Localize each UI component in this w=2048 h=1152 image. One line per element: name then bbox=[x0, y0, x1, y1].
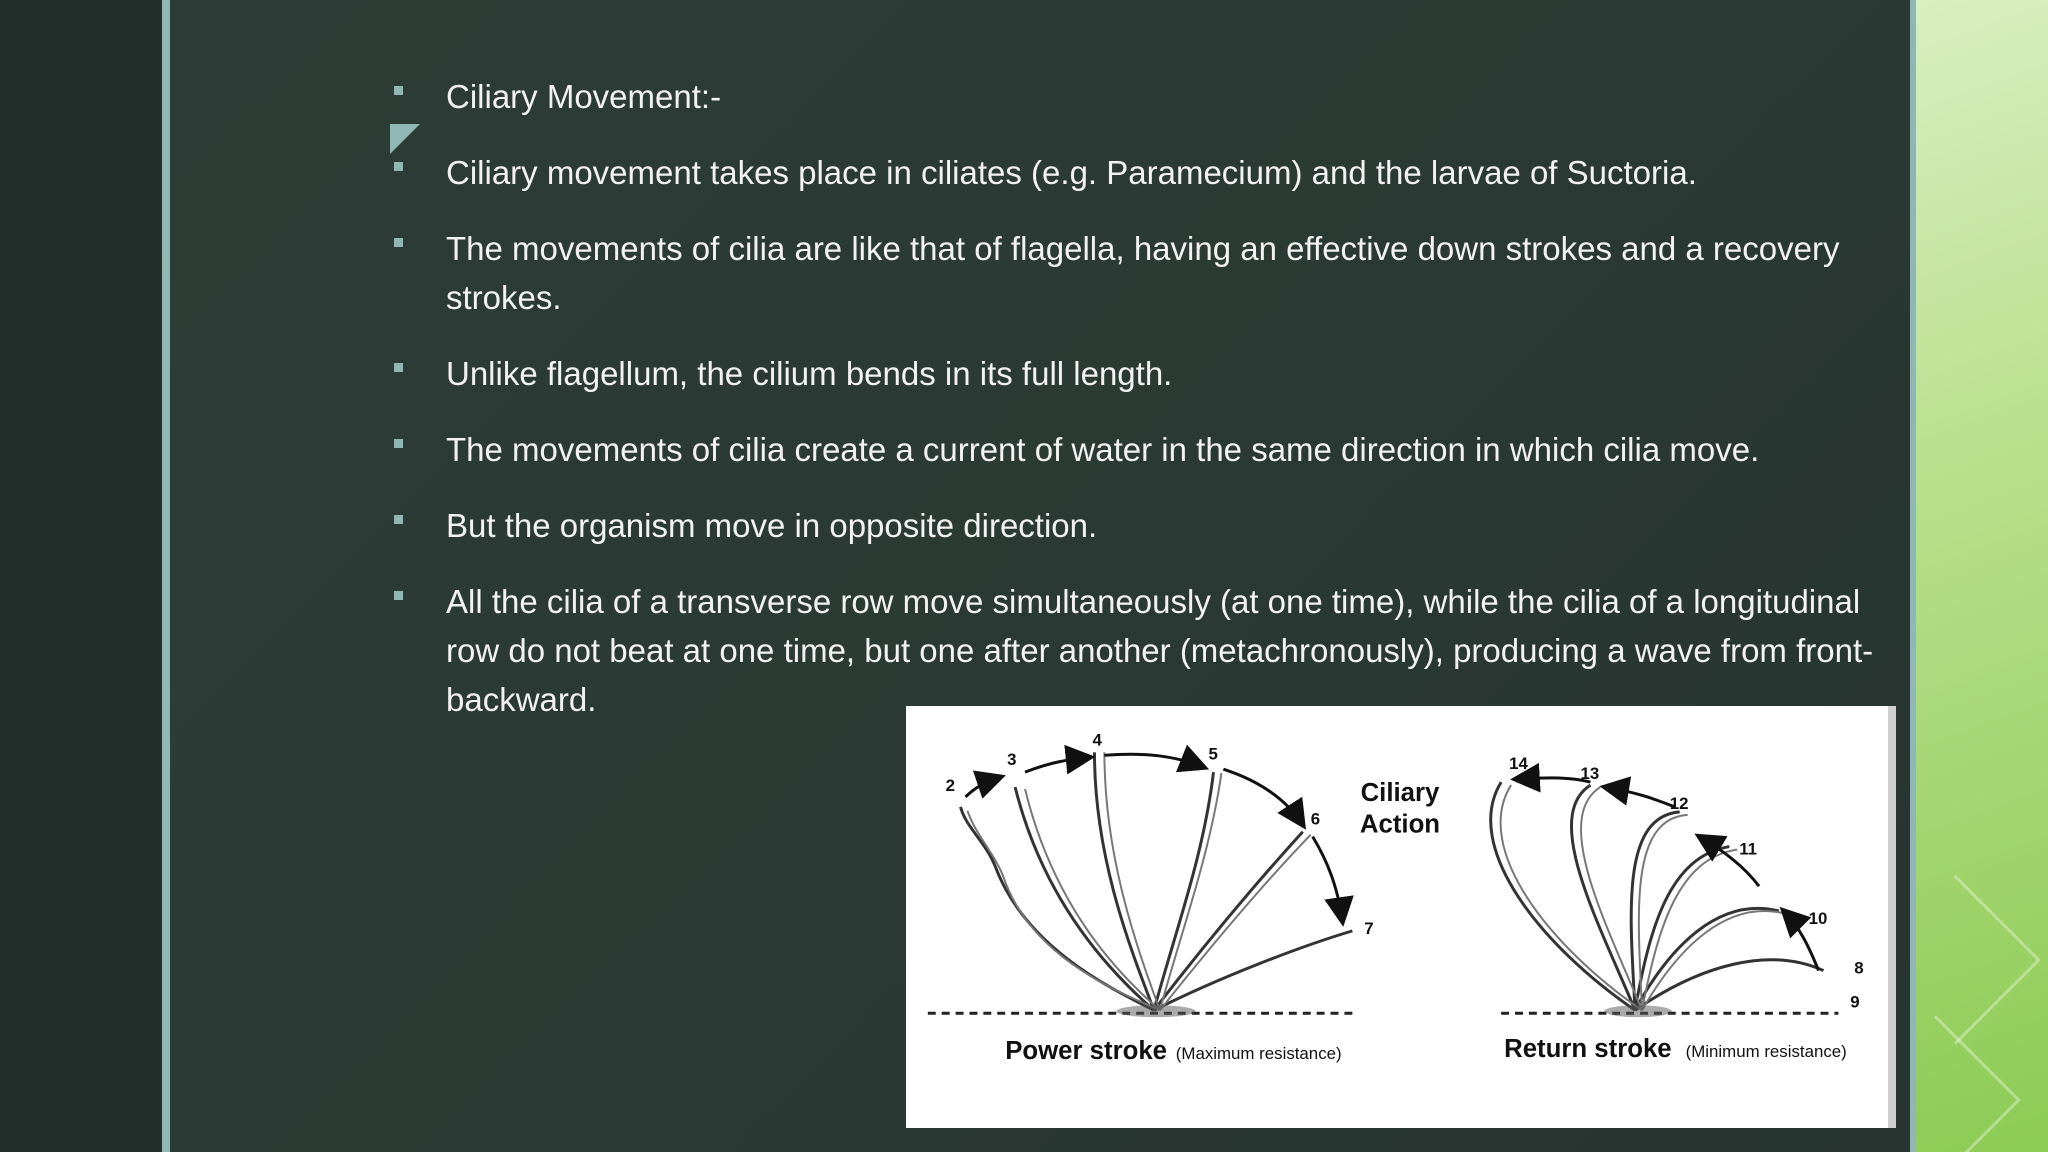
number-label: 12 bbox=[1669, 793, 1689, 813]
power-stroke-label: Power stroke bbox=[1005, 1036, 1168, 1065]
number-label: 5 bbox=[1208, 744, 1218, 764]
number-label: 6 bbox=[1310, 809, 1321, 829]
bullet-item bbox=[390, 148, 1910, 197]
number-label: 11 bbox=[1739, 839, 1758, 859]
number-label: 13 bbox=[1580, 764, 1600, 784]
bullet-square-icon bbox=[394, 238, 403, 247]
bullet-square-icon bbox=[394, 162, 403, 171]
ciliary-action-figure bbox=[906, 706, 1896, 1128]
bullet-item bbox=[390, 501, 1910, 550]
bullet-item bbox=[390, 425, 1910, 474]
power-stroke-cilia bbox=[961, 752, 1353, 1010]
left-accent-rule bbox=[162, 0, 170, 1152]
number-label: 10 bbox=[1808, 908, 1828, 928]
bullet-square-icon bbox=[394, 439, 403, 448]
figure-title-line1: Ciliary bbox=[1360, 778, 1440, 807]
bullet-square-icon bbox=[394, 363, 403, 372]
chevron-decor-icon bbox=[1916, 1015, 2021, 1152]
number-label: 9 bbox=[1850, 992, 1860, 1012]
number-label: 14 bbox=[1509, 754, 1528, 774]
number-label: 8 bbox=[1854, 958, 1864, 978]
figure-title-line2: Action bbox=[1359, 810, 1441, 839]
return-base-stipple bbox=[1604, 1005, 1671, 1017]
bullet-square-icon bbox=[394, 591, 403, 600]
number-label: 2 bbox=[945, 776, 956, 796]
bullet-text: Unlike flagellum, the cilium bends in its full length. bbox=[446, 355, 1173, 392]
power-stroke-sublabel: (Maximum resistance) bbox=[1175, 1043, 1342, 1063]
left-decor-band bbox=[0, 0, 162, 1152]
number-label: 3 bbox=[1007, 750, 1017, 770]
bullet-list bbox=[390, 72, 1910, 751]
return-stroke-cilia bbox=[1491, 782, 1824, 1010]
bullet-item bbox=[390, 577, 1910, 724]
power-stroke-arrows bbox=[966, 754, 1343, 921]
bullet-text: All the cilia of a transverse row move simultaneously (at one time), while the cilia of a longitudinal row do not beat at one time, but one after another (metachronously), producing a wave from front-backward. bbox=[446, 583, 1874, 718]
power-base-stipple bbox=[1116, 1005, 1195, 1017]
bullet-square-icon bbox=[394, 515, 403, 524]
bullet-item bbox=[390, 72, 1910, 121]
bullet-item bbox=[390, 349, 1910, 398]
return-stroke-label: Return stroke bbox=[1504, 1034, 1672, 1063]
number-label: 7 bbox=[1364, 918, 1374, 938]
bullet-text: But the organism move in opposite direction. bbox=[446, 507, 1098, 544]
return-stroke-sublabel: (Minimum resistance) bbox=[1685, 1041, 1847, 1061]
right-decor-band bbox=[1916, 0, 2048, 1152]
bullet-item bbox=[390, 224, 1910, 322]
bullet-text: Ciliary Movement:- bbox=[446, 78, 722, 115]
bullet-text: Ciliary movement takes place in ciliates (e.g. Paramecium) and the larvae of Suctoria. bbox=[446, 154, 1697, 191]
bullet-square-icon bbox=[394, 86, 403, 95]
bullet-text: The movements of cilia are like that of flagella, having an effective down strokes and a recovery strokes. bbox=[446, 230, 1840, 316]
bullet-text: The movements of cilia create a current of water in the same direction in which cilia move. bbox=[446, 431, 1760, 468]
ciliary-action-diagram bbox=[906, 706, 1888, 1128]
number-label: 4 bbox=[1092, 730, 1102, 750]
